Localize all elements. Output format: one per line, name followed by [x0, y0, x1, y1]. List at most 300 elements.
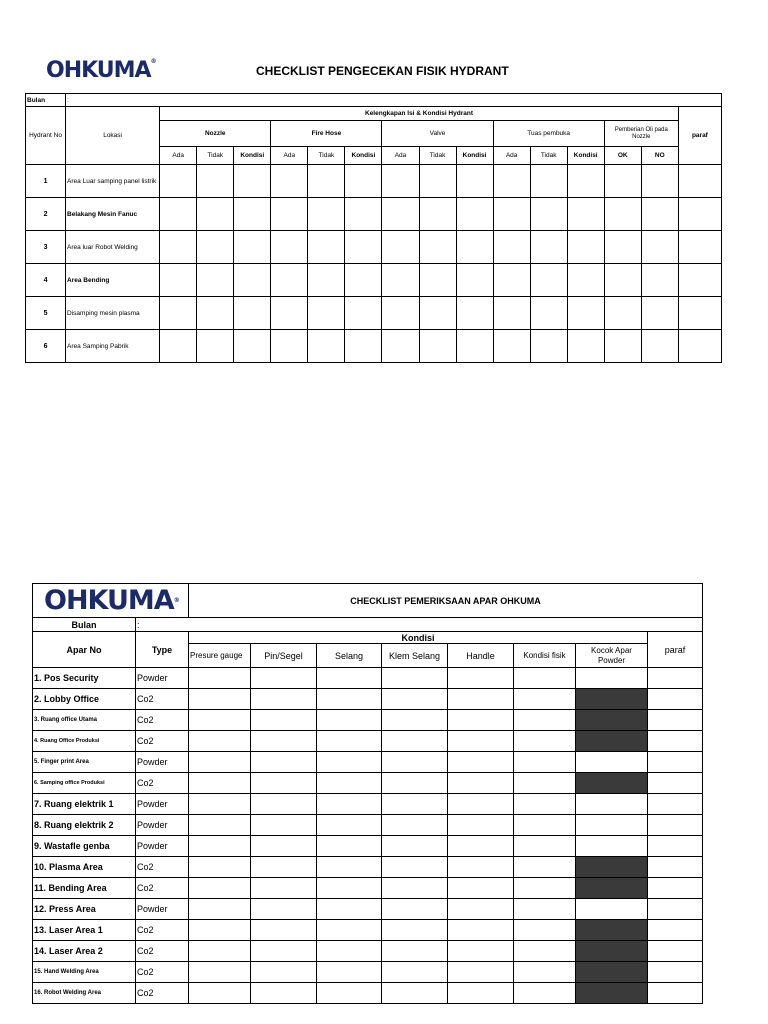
paraf-cell[interactable]: [648, 710, 703, 731]
check-cell[interactable]: [308, 264, 345, 297]
apar-type: Powder: [136, 794, 189, 815]
check-cell[interactable]: [234, 231, 271, 264]
check-cell[interactable]: [317, 731, 382, 752]
check-cell[interactable]: [382, 264, 419, 297]
apar-name: 4. Ruang Office Produksi: [33, 731, 136, 752]
hydrant-no: 1: [26, 165, 66, 198]
check-cell[interactable]: [448, 920, 514, 941]
apar-rows: [33, 668, 703, 1004]
sub-kondisi: Kondisi: [567, 147, 604, 165]
check-cell[interactable]: [251, 983, 317, 1004]
apar-name: 11. Bending Area: [33, 878, 136, 899]
hydrant-row: [26, 264, 722, 297]
check-cell[interactable]: [576, 752, 648, 773]
check-cell[interactable]: [234, 198, 271, 231]
check-cell[interactable]: [530, 330, 567, 363]
check-cell[interactable]: [448, 773, 514, 794]
check-cell[interactable]: [271, 198, 308, 231]
check-cell[interactable]: [160, 264, 197, 297]
check-cell[interactable]: [189, 815, 251, 836]
check-cell[interactable]: [317, 941, 382, 962]
check-cell[interactable]: [234, 330, 271, 363]
sub-tidak: Tidak: [197, 147, 234, 165]
paraf-cell[interactable]: [678, 165, 721, 198]
hydrant-checklist-table: [25, 93, 722, 363]
check-cell[interactable]: [514, 794, 576, 815]
check-cell[interactable]: [189, 983, 251, 1004]
check-cell[interactable]: [308, 330, 345, 363]
group-nozzle: Nozzle: [160, 121, 271, 147]
check-cell[interactable]: [514, 962, 576, 983]
check-cell[interactable]: [448, 857, 514, 878]
paraf-cell[interactable]: [648, 962, 703, 983]
check-cell[interactable]: [189, 899, 251, 920]
apar-name: 13. Laser Area 1: [33, 920, 136, 941]
check-cell[interactable]: [419, 264, 456, 297]
check-cell[interactable]: [382, 330, 419, 363]
sub-ada: Ada: [493, 147, 530, 165]
check-cell[interactable]: [345, 231, 382, 264]
check-cell[interactable]: [514, 941, 576, 962]
hydrant-lokasi: Area Samping Pabrik: [66, 330, 160, 363]
check-cell[interactable]: [317, 710, 382, 731]
check-cell[interactable]: [641, 297, 678, 330]
hydrant-lokasi: Area Bending: [66, 264, 160, 297]
check-cell[interactable]: [382, 983, 448, 1004]
check-cell[interactable]: [641, 198, 678, 231]
sub-kondisi: Kondisi: [345, 147, 382, 165]
check-cell[interactable]: [514, 815, 576, 836]
check-cell[interactable]: [189, 857, 251, 878]
check-cell[interactable]: [271, 231, 308, 264]
check-cell[interactable]: [382, 668, 448, 689]
apar-row: [33, 773, 703, 794]
check-cell[interactable]: [448, 752, 514, 773]
check-cell[interactable]: [641, 330, 678, 363]
check-cell[interactable]: [251, 773, 317, 794]
check-cell[interactable]: [514, 899, 576, 920]
check-cell[interactable]: [641, 231, 678, 264]
bulan-label: Bulan: [26, 94, 66, 107]
check-cell[interactable]: [317, 899, 382, 920]
check-cell[interactable]: [317, 752, 382, 773]
check-cell[interactable]: [382, 899, 448, 920]
apar-row: [33, 794, 703, 815]
check-cell[interactable]: [567, 297, 604, 330]
disabled-cell: [576, 878, 648, 899]
sub-ada: Ada: [382, 147, 419, 165]
check-cell[interactable]: [419, 330, 456, 363]
check-cell[interactable]: [189, 878, 251, 899]
check-cell[interactable]: [382, 165, 419, 198]
check-cell[interactable]: [514, 857, 576, 878]
check-cell[interactable]: [530, 165, 567, 198]
check-cell[interactable]: [382, 710, 448, 731]
check-cell[interactable]: [530, 198, 567, 231]
check-cell[interactable]: [317, 773, 382, 794]
check-cell[interactable]: [567, 198, 604, 231]
check-cell[interactable]: [448, 983, 514, 1004]
hydrant-row: [26, 297, 722, 330]
sub-ok: OK: [604, 147, 641, 165]
check-cell[interactable]: [251, 941, 317, 962]
check-cell[interactable]: [448, 794, 514, 815]
check-cell[interactable]: [382, 231, 419, 264]
sub-tidak: Tidak: [530, 147, 567, 165]
apar-type: Powder: [136, 668, 189, 689]
check-cell[interactable]: [456, 165, 493, 198]
check-cell[interactable]: [251, 731, 317, 752]
check-cell[interactable]: [382, 773, 448, 794]
check-cell[interactable]: [448, 815, 514, 836]
check-cell[interactable]: [189, 794, 251, 815]
check-cell[interactable]: [419, 297, 456, 330]
check-cell[interactable]: [382, 920, 448, 941]
check-cell[interactable]: [493, 165, 530, 198]
paraf-cell[interactable]: [648, 731, 703, 752]
paraf-cell[interactable]: [648, 689, 703, 710]
paraf-cell[interactable]: [648, 815, 703, 836]
check-cell[interactable]: [251, 752, 317, 773]
check-cell[interactable]: [448, 962, 514, 983]
sub-no: NO: [641, 147, 678, 165]
check-cell[interactable]: [251, 815, 317, 836]
check-cell[interactable]: [448, 668, 514, 689]
check-cell[interactable]: [419, 165, 456, 198]
check-cell[interactable]: [382, 794, 448, 815]
check-cell[interactable]: [234, 264, 271, 297]
hydrant-lokasi: Area Luar samping panel listrik: [66, 165, 160, 198]
hydrant-no: 4: [26, 264, 66, 297]
check-cell[interactable]: [530, 231, 567, 264]
paraf-cell[interactable]: [648, 857, 703, 878]
col-pin-segel: Pin/Segel: [251, 644, 317, 668]
check-cell[interactable]: [448, 710, 514, 731]
check-cell[interactable]: [604, 297, 641, 330]
check-cell[interactable]: [197, 165, 234, 198]
check-cell[interactable]: [382, 878, 448, 899]
check-cell[interactable]: [382, 815, 448, 836]
check-cell[interactable]: [514, 878, 576, 899]
check-cell[interactable]: [514, 710, 576, 731]
hydrant-rows: [26, 165, 722, 363]
check-cell[interactable]: [576, 899, 648, 920]
check-cell[interactable]: [197, 264, 234, 297]
check-cell[interactable]: [514, 773, 576, 794]
paraf-cell[interactable]: [648, 920, 703, 941]
apar-checklist-table: [32, 583, 703, 1004]
check-cell[interactable]: [448, 836, 514, 857]
apar-type: Co2: [136, 731, 189, 752]
apar-type: Powder: [136, 815, 189, 836]
apar-row: [33, 815, 703, 836]
paraf-cell[interactable]: [648, 752, 703, 773]
check-cell[interactable]: [308, 198, 345, 231]
check-cell[interactable]: [317, 878, 382, 899]
check-cell[interactable]: [197, 330, 234, 363]
check-cell[interactable]: [448, 941, 514, 962]
group-valve: Valve: [382, 121, 493, 147]
apar-bulan-label: Bulan: [33, 618, 136, 632]
hydrant-no: 6: [26, 330, 66, 363]
apar-logo-cell: [33, 584, 189, 618]
sub-kondisi: Kondisi: [234, 147, 271, 165]
check-cell[interactable]: [251, 920, 317, 941]
check-cell[interactable]: [189, 689, 251, 710]
check-cell[interactable]: [317, 794, 382, 815]
check-cell[interactable]: [641, 264, 678, 297]
disabled-cell: [576, 773, 648, 794]
check-cell[interactable]: [189, 773, 251, 794]
check-cell[interactable]: [271, 330, 308, 363]
check-cell[interactable]: [317, 668, 382, 689]
check-cell[interactable]: [493, 297, 530, 330]
paraf-cell[interactable]: [678, 264, 721, 297]
apar-bulan-field[interactable]: :: [136, 618, 703, 632]
apar-title: CHECKLIST PEMERIKSAAN APAR OHKUMA: [189, 584, 703, 618]
bulan-field[interactable]: :: [66, 94, 722, 107]
check-cell[interactable]: [308, 165, 345, 198]
apar-row: [33, 836, 703, 857]
check-cell[interactable]: [189, 710, 251, 731]
disabled-cell: [576, 983, 648, 1004]
check-cell[interactable]: [530, 264, 567, 297]
apar-name: 12. Press Area: [33, 899, 136, 920]
paraf-cell[interactable]: [648, 668, 703, 689]
apar-name: 10. Plasma Area: [33, 857, 136, 878]
apar-name: 15. Hand Welding Area: [33, 962, 136, 983]
check-cell[interactable]: [317, 920, 382, 941]
check-cell[interactable]: [251, 899, 317, 920]
col-apar-no: Apar No: [33, 632, 136, 668]
apar-type: Co2: [136, 920, 189, 941]
check-cell[interactable]: [514, 752, 576, 773]
paraf-cell[interactable]: [678, 330, 721, 363]
check-cell[interactable]: [197, 198, 234, 231]
ohkuma-logo-top: OHKUMA®: [46, 58, 156, 83]
check-cell[interactable]: [189, 962, 251, 983]
paraf-cell[interactable]: [648, 773, 703, 794]
apar-type: Co2: [136, 962, 189, 983]
check-cell[interactable]: [160, 165, 197, 198]
check-cell[interactable]: [317, 815, 382, 836]
apar-name: 14. Laser Area 2: [33, 941, 136, 962]
check-cell[interactable]: [271, 264, 308, 297]
paraf-cell[interactable]: [648, 836, 703, 857]
check-cell[interactable]: [317, 857, 382, 878]
check-cell[interactable]: [382, 941, 448, 962]
disabled-cell: [576, 941, 648, 962]
check-cell[interactable]: [448, 689, 514, 710]
apar-type: Co2: [136, 983, 189, 1004]
disabled-cell: [576, 731, 648, 752]
check-cell[interactable]: [493, 198, 530, 231]
check-cell[interactable]: [234, 297, 271, 330]
check-cell[interactable]: [456, 198, 493, 231]
paraf-cell[interactable]: [648, 983, 703, 1004]
check-cell[interactable]: [604, 330, 641, 363]
check-cell[interactable]: [271, 297, 308, 330]
check-cell[interactable]: [448, 899, 514, 920]
apar-row: [33, 710, 703, 731]
check-cell[interactable]: [345, 264, 382, 297]
check-cell[interactable]: [197, 231, 234, 264]
apar-type: Co2: [136, 773, 189, 794]
col-paraf: paraf: [678, 107, 721, 165]
apar-name: 6. Samping office Produksi: [33, 773, 136, 794]
group-fire-hose: Fire Hose: [271, 121, 382, 147]
check-cell[interactable]: [456, 231, 493, 264]
check-cell[interactable]: [251, 878, 317, 899]
check-cell[interactable]: [514, 983, 576, 1004]
check-cell[interactable]: [456, 264, 493, 297]
check-cell[interactable]: [567, 231, 604, 264]
hydrant-no: 2: [26, 198, 66, 231]
check-cell[interactable]: [493, 330, 530, 363]
check-cell[interactable]: [514, 668, 576, 689]
check-cell[interactable]: [251, 794, 317, 815]
check-cell[interactable]: [317, 983, 382, 1004]
paraf-cell[interactable]: [648, 941, 703, 962]
disabled-cell: [576, 920, 648, 941]
sub-tidak: Tidak: [308, 147, 345, 165]
check-cell[interactable]: [419, 231, 456, 264]
paraf-cell[interactable]: [648, 794, 703, 815]
check-cell[interactable]: [514, 689, 576, 710]
paraf-cell[interactable]: [678, 231, 721, 264]
check-cell[interactable]: [317, 962, 382, 983]
apar-type: Co2: [136, 857, 189, 878]
check-cell[interactable]: [382, 857, 448, 878]
check-cell[interactable]: [251, 689, 317, 710]
check-cell[interactable]: [189, 941, 251, 962]
col-klem-selang: Klem Selang: [382, 644, 448, 668]
check-cell[interactable]: [604, 165, 641, 198]
check-cell[interactable]: [234, 165, 271, 198]
check-cell[interactable]: [271, 165, 308, 198]
check-cell[interactable]: [317, 689, 382, 710]
check-cell[interactable]: [189, 731, 251, 752]
check-cell[interactable]: [251, 668, 317, 689]
check-cell[interactable]: [308, 231, 345, 264]
paraf-cell[interactable]: [648, 899, 703, 920]
check-cell[interactable]: [382, 689, 448, 710]
check-cell[interactable]: [567, 264, 604, 297]
check-cell[interactable]: [189, 752, 251, 773]
check-cell[interactable]: [382, 198, 419, 231]
check-cell[interactable]: [567, 330, 604, 363]
check-cell[interactable]: [251, 857, 317, 878]
check-cell[interactable]: [567, 165, 604, 198]
apar-type: Co2: [136, 941, 189, 962]
hydrant-no: 3: [26, 231, 66, 264]
sub-ada: Ada: [271, 147, 308, 165]
check-cell[interactable]: [604, 198, 641, 231]
check-cell[interactable]: [251, 710, 317, 731]
apar-type: Co2: [136, 689, 189, 710]
check-cell[interactable]: [317, 836, 382, 857]
apar-row: [33, 878, 703, 899]
paraf-cell[interactable]: [648, 878, 703, 899]
check-cell[interactable]: [419, 198, 456, 231]
check-cell[interactable]: [604, 231, 641, 264]
check-cell[interactable]: [382, 752, 448, 773]
hydrant-lokasi: Belakang Mesin Fanuc: [66, 198, 160, 231]
check-cell[interactable]: [382, 297, 419, 330]
check-cell[interactable]: [382, 836, 448, 857]
check-cell[interactable]: [345, 198, 382, 231]
check-cell[interactable]: [641, 165, 678, 198]
apar-type: Powder: [136, 899, 189, 920]
apar-name: 16. Robot Welding Area: [33, 983, 136, 1004]
check-cell[interactable]: [514, 731, 576, 752]
check-cell[interactable]: [576, 668, 648, 689]
check-cell[interactable]: [448, 878, 514, 899]
check-cell[interactable]: [160, 297, 197, 330]
paraf-cell[interactable]: [678, 198, 721, 231]
check-cell[interactable]: [604, 264, 641, 297]
check-cell[interactable]: [197, 297, 234, 330]
col-type: Type: [136, 632, 189, 668]
ohkuma-logo-bottom: OHKUMA®: [44, 584, 179, 616]
check-cell[interactable]: [251, 836, 317, 857]
check-cell[interactable]: [514, 836, 576, 857]
col-apar-paraf: paraf: [648, 632, 703, 668]
apar-name: 9. Wastafle genba: [33, 836, 136, 857]
apar-type: Powder: [136, 836, 189, 857]
apar-name: 3. Ruang office Utama: [33, 710, 136, 731]
check-cell[interactable]: [160, 330, 197, 363]
check-cell[interactable]: [189, 836, 251, 857]
check-cell[interactable]: [345, 165, 382, 198]
apar-name: 5. Finger print Area: [33, 752, 136, 773]
group-pemberian-oli: Pemberian Oli pada Nozzle: [604, 121, 678, 147]
check-cell[interactable]: [493, 264, 530, 297]
apar-row: [33, 689, 703, 710]
check-cell[interactable]: [382, 962, 448, 983]
check-cell[interactable]: [576, 794, 648, 815]
apar-row: [33, 752, 703, 773]
check-cell[interactable]: [576, 836, 648, 857]
check-cell[interactable]: [576, 815, 648, 836]
check-cell[interactable]: [530, 297, 567, 330]
check-cell[interactable]: [345, 330, 382, 363]
hydrant-title: CHECKLIST PENGECEKAN FISIK HYDRANT: [256, 64, 509, 78]
check-cell[interactable]: [493, 231, 530, 264]
apar-row: [33, 857, 703, 878]
hydrant-row: [26, 198, 722, 231]
check-cell[interactable]: [308, 297, 345, 330]
check-cell[interactable]: [160, 198, 197, 231]
group-header-kelengkapan: Kelengkapan Isi & Kondisi Hydrant: [160, 107, 679, 121]
check-cell[interactable]: [345, 297, 382, 330]
hydrant-lokasi: Area luar Robot Welding: [66, 231, 160, 264]
col-kocok-apar-powder: Kocok Apar Powder: [576, 644, 648, 668]
check-cell[interactable]: [456, 297, 493, 330]
paraf-cell[interactable]: [678, 297, 721, 330]
check-cell[interactable]: [189, 920, 251, 941]
check-cell[interactable]: [456, 330, 493, 363]
group-tuas-pembuka: Tuas pembuka: [493, 121, 604, 147]
check-cell[interactable]: [382, 731, 448, 752]
check-cell[interactable]: [514, 920, 576, 941]
disabled-cell: [576, 962, 648, 983]
col-kondisi-fisik: Kondisi fisik: [514, 644, 576, 668]
check-cell[interactable]: [160, 231, 197, 264]
check-cell[interactable]: [448, 731, 514, 752]
check-cell[interactable]: [189, 668, 251, 689]
check-cell[interactable]: [251, 962, 317, 983]
